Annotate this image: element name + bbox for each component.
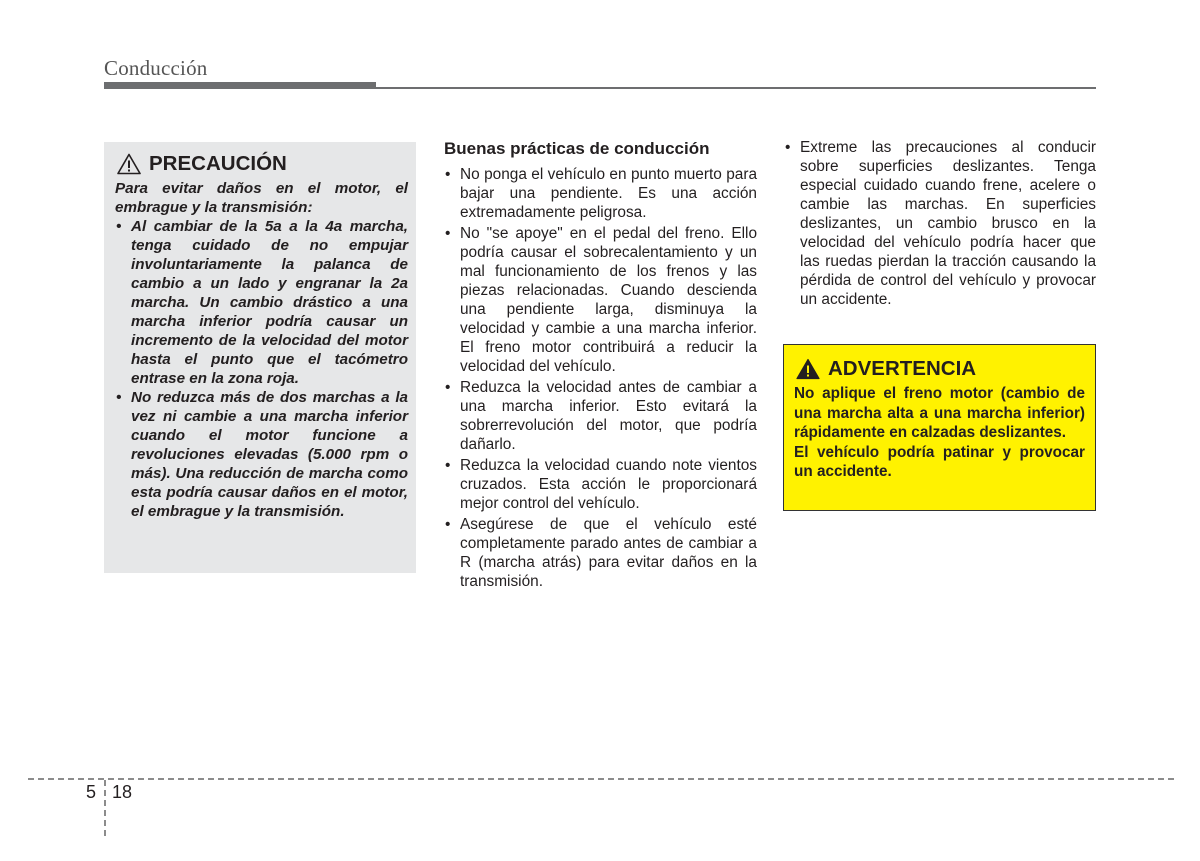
caution-heading <box>117 152 408 176</box>
content-column-right <box>784 138 1096 311</box>
list-item: • Reduzca la velocidad cuando note vientos cruzados. Esta acción le proporcionará mejor control del vehículo. <box>444 456 757 513</box>
list-item: • No ponga el vehículo en punto muerto para bajar una pendiente. Es una acción extremadamente peligrosa. <box>444 165 757 222</box>
list-item: • Asegúrese de que el vehículo esté completamente parado antes de cambiar a R (marcha atrás) para evitar daños en la transmisión. <box>444 515 757 591</box>
footer-divider-vertical <box>104 780 106 836</box>
caution-heading-text: PRECAUCIÓN <box>149 152 287 175</box>
page-number: 18 <box>112 782 133 802</box>
warning-triangle-icon <box>117 153 141 175</box>
content-column-middle <box>444 138 757 593</box>
chapter-number: 5 <box>86 782 97 802</box>
section-title: Conducción <box>104 56 208 80</box>
header-rule-thick <box>104 82 376 89</box>
footer-divider <box>28 778 1174 780</box>
practices-list <box>444 165 757 591</box>
header-rule-thin <box>376 87 1096 89</box>
list-item: • Extreme las precauciones al conducir sobre superficies deslizantes. Tenga especial cuidado cuando frene, acelere o cambie las marchas. En superficies deslizantes, un cambio brusco en la velocidad del vehículo podría hacer que las ruedas pierdan la tracción causando la pérdida de control del vehículo y provocar un accidente. <box>784 138 1096 309</box>
warning-box <box>783 344 1096 511</box>
warning-paragraph: El vehículo podría patinar y provocar un accidente. <box>794 443 1085 480</box>
warning-paragraph: No aplique el freno motor (cambio de una marcha alta a una marcha inferior) rápidamente en calzadas deslizantes. <box>794 385 1085 441</box>
caution-list <box>115 217 408 521</box>
warning-heading <box>796 357 1085 381</box>
caution-box <box>104 142 416 573</box>
list-item: • No reduzca más de dos marchas a la vez ni cambie a una marcha inferior cuando el motor funcione a revoluciones elevadas (5.000 rpm o más). Una reducción de marcha como esta podría causar daños en el motor, el embrague y la transmisión. <box>115 388 408 521</box>
practices-list-continued <box>784 138 1096 309</box>
list-item: • Al cambiar de la 5a a la 4a marcha, tenga cuidado de no empujar involuntariamente la palanca de cambio a un lado y engranar la 2a marcha. Un cambio drástico a una marcha inferior podría causar un incremento de la velocidad del motor hasta el punto que el tacómetro entrase en la zona roja. <box>115 217 408 388</box>
section-heading: Buenas prácticas de conducción <box>444 139 710 158</box>
warning-triangle-icon <box>796 358 820 380</box>
list-item: • No "se apoye" en el pedal del freno. Ello podría causar el sobrecalentamiento y un mal funcionamiento de los frenos y las piezas relacionadas. Cuando descienda una pendiente larga, disminuya la velocidad y cambie a una marcha inferior. El freno motor contribuirá a reducir la velocidad del vehículo. <box>444 224 757 376</box>
warning-heading-text: ADVERTENCIA <box>828 357 977 380</box>
caution-intro: Para evitar daños en el motor, el embrague y la transmisión: <box>115 180 408 216</box>
list-item: • Reduzca la velocidad antes de cambiar a una marcha inferior. Esto evitará la sobrerrevolución del motor, que podría dañarlo. <box>444 378 757 454</box>
